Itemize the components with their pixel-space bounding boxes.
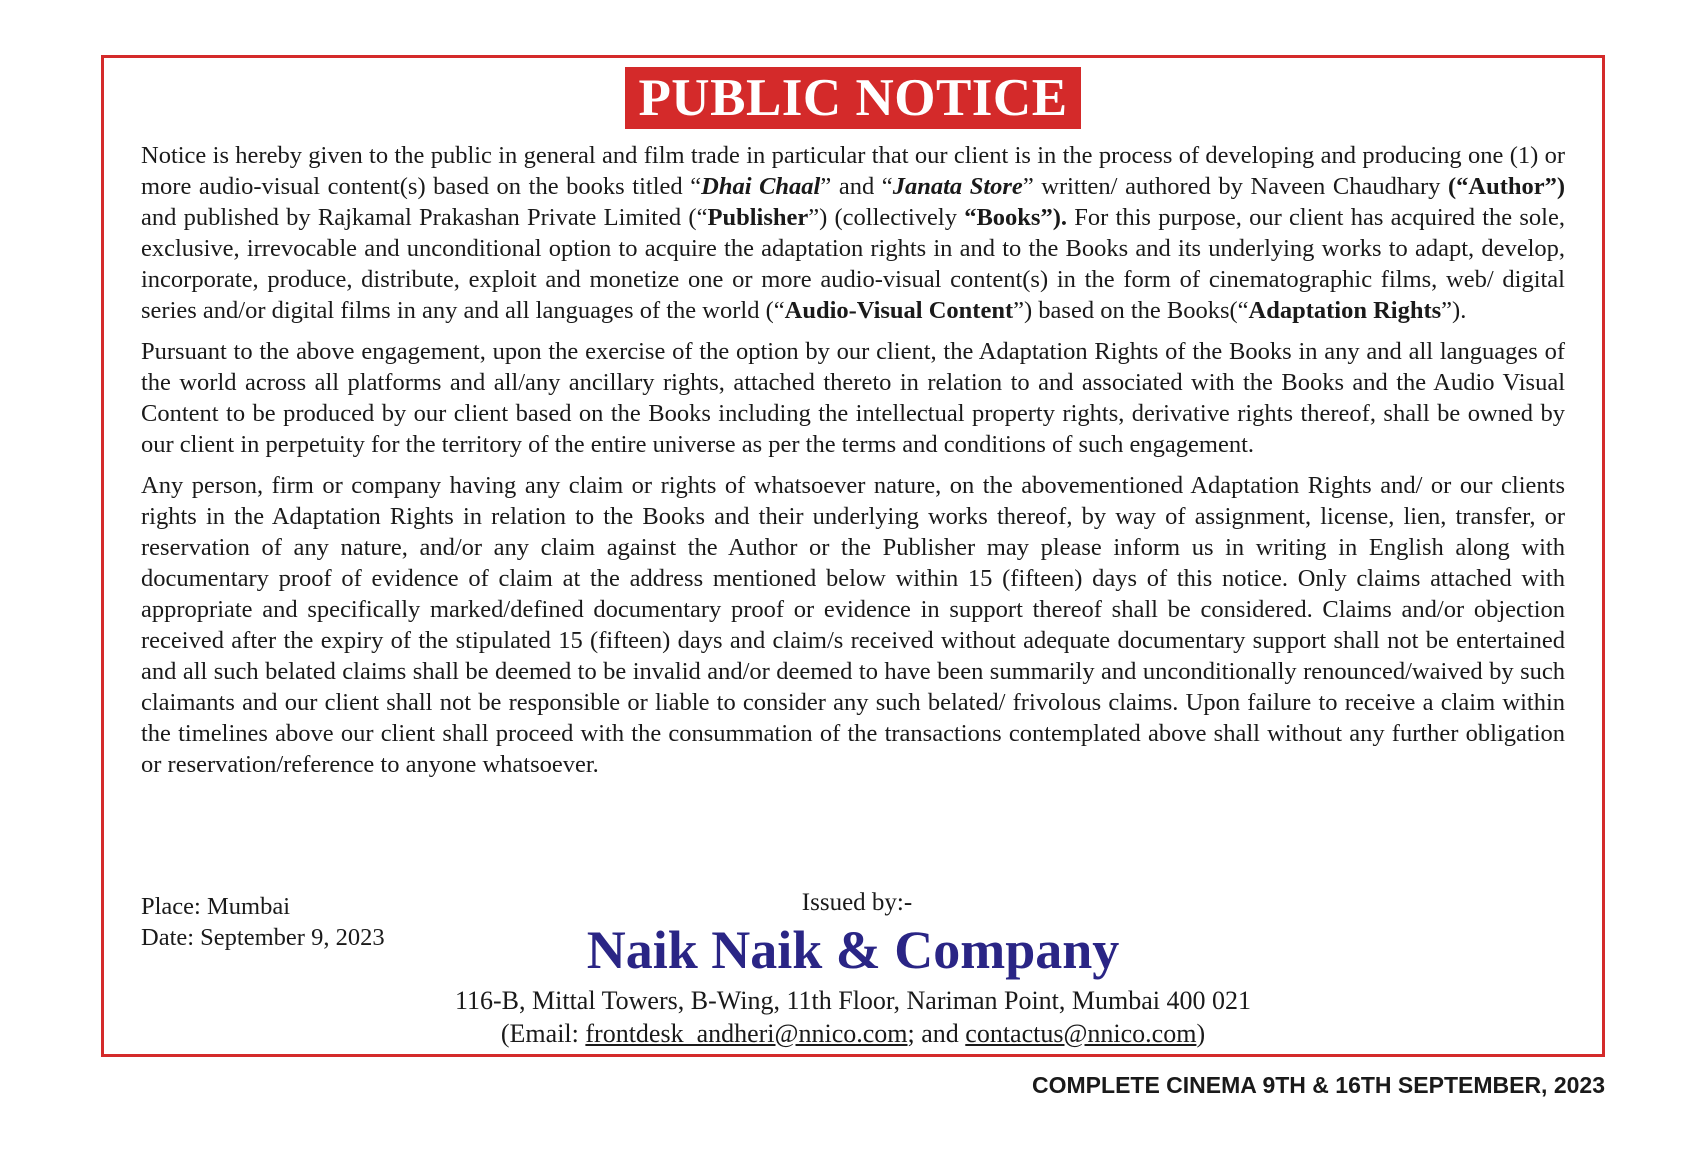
p1-text-d: and published by Rajkamal Prakashan Private Limited (“ <box>141 204 708 231</box>
title-wrap <box>104 67 1602 129</box>
address-text: 116-B, Mittal Towers, B-Wing, 11th Floor, Nariman Point, Mumbai 400 021 <box>454 986 1252 1015</box>
publisher-term: Publisher <box>707 204 809 231</box>
avc-term: Audio-Visual Content <box>784 297 1014 324</box>
address-block <box>104 984 1602 1050</box>
place-text: Place: Mumbai <box>141 893 291 920</box>
p1-text-a: Notice is hereby given to the public in general and film trade in particular that our client is in the process of developing and producing one (1) or more audio-visual content(s) based on the books titled “ <box>141 142 1565 200</box>
notice-title: PUBLIC NOTICE <box>625 67 1080 129</box>
email-line <box>104 1017 1602 1050</box>
email-mid: ; and <box>907 1019 966 1048</box>
p1-text-b: ” and “ <box>820 173 893 200</box>
date-text: Date: September 9, 2023 <box>141 924 385 951</box>
adaptation-rights-term: Adaptation Rights <box>1248 297 1442 324</box>
paragraph-2: Pursuant to the above engagement, upon the exercise of the option by our client, the Adaptation Rights of the Books in any and all languages of the world across all platforms and all/any ancillary rights, attached thereto in relation to and associated with the Books and the Audio Visual Content to be produced by our client based on the Books including the intellectual property rights, derivative rights thereof, shall be owned by our client in perpetuity for the territory of the entire universe as per the terms and conditions of such engagement. <box>141 338 1565 458</box>
issued-by-line <box>104 889 1602 917</box>
email-link-2[interactable]: contactus@nnico.com <box>965 1019 1197 1048</box>
p1-text-g: ”) based on the Books(“ <box>1013 297 1249 324</box>
book-title-2: Janata Store <box>892 173 1023 200</box>
email-link-1[interactable]: frontdesk_andheri@nnico.com <box>585 1019 908 1048</box>
book-title-1: Dhai Chaal <box>701 173 821 200</box>
paragraph-3: Any person, firm or company having any claim or rights of whatsoever nature, on the abovementioned Adaptation Rights and/ or our clients rights in the Adaptation Rights in relation to the Books and their underlying works thereof, by way of assignment, license, lien, transfer, or reservation of any nature, and/or any claim against the Author or the Publisher may please inform us in writing in English along with documentary proof of evidence of claim at the address mentioned below within 15 (fifteen) days of this notice. Only claims attached with appropriate and specifically marked/defined documentary proof or evidence in support thereof shall be considered. Claims and/or objection received after the expiry of the stipulated 15 (fifteen) days and claim/s received without adequate documentary support shall not be entertained and all such belated claims shall be deemed to be invalid and/or deemed to have been summarily and unconditionally renounced/waived by such claimants and our client shall not be responsible or liable to consider any such belated/ frivolous claims. Upon failure to receive a claim within the timelines above our client shall proceed with the consummation of the transactions contemplated above shall without any further obligation or reservation/reference to anyone whatsoever. <box>141 472 1565 778</box>
notice-body <box>141 140 1565 790</box>
p1-text-c: ” written/ authored by Naveen Chaudhary <box>1022 173 1448 200</box>
p1-text-e: ”) (collectively <box>808 204 965 231</box>
company-name: Naik Naik & Company <box>586 920 1120 980</box>
notice-frame <box>101 55 1605 1057</box>
p1-text-f: For this purpose, our client has acquired the sole, exclusive, irrevocable and unconditional option to acquire the adaptation rights in and to the Books and its underlying works to adapt, develop, incorporate, produce, distribute, exploit and monetize one or more audio-visual content(s) in the form of cinematographic films, web/ digital series and/or digital films in any and all languages of the world (“ <box>141 204 1565 324</box>
email-suffix: ) <box>1196 1019 1206 1048</box>
p1-text-h: ”). <box>1441 297 1467 324</box>
issued-by-text: Issued by:- <box>801 889 913 916</box>
books-term: “Books”). <box>964 204 1068 231</box>
publication-footer: COMPLETE CINEMA 9TH & 16TH SEPTEMBER, 2023 <box>1032 1072 1605 1098</box>
paragraph-1 <box>141 140 1565 326</box>
author-term: (“Author”) <box>1447 173 1566 200</box>
email-prefix: (Email: <box>500 1019 586 1048</box>
